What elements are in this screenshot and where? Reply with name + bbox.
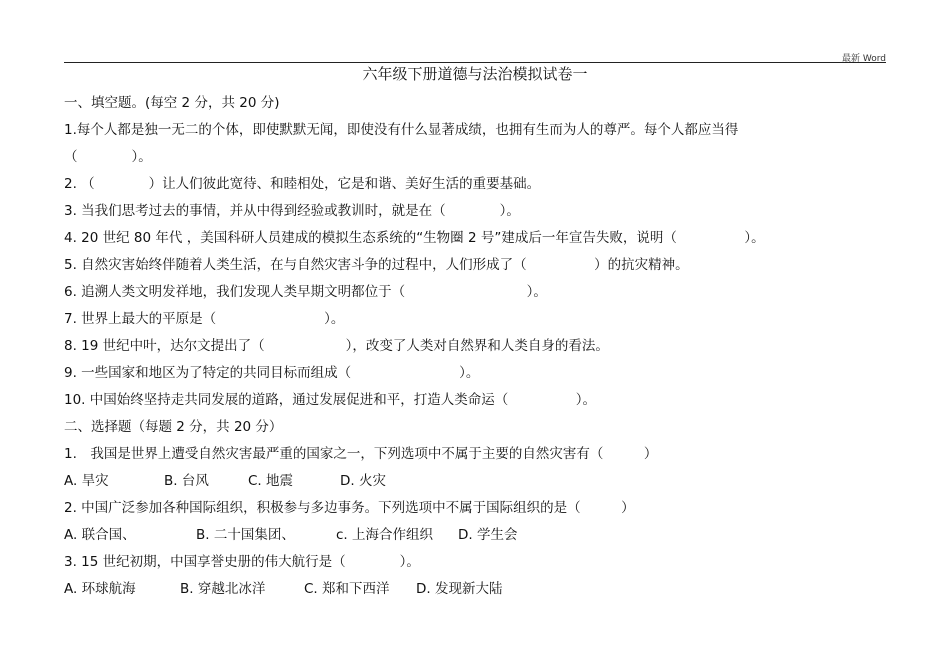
fill-blank-q6: 6. 追溯人类文明发祥地，我们发现人类早期文明都位于（ ）。 bbox=[64, 284, 547, 300]
choice-q3-option-d: D. 发现新大陆 bbox=[416, 581, 503, 597]
fill-blank-q4: 4. 20 世纪 80 年代 ，美国科研人员建成的模拟生态系统的“生物圈 2 号”建成后一年宣告失败，说明（ ）。 bbox=[64, 230, 765, 246]
section-heading-fill-blank: 一、填空题。(每空 2 分，共 20 分) bbox=[64, 95, 280, 111]
choice-q2-option-d: D. 学生会 bbox=[458, 527, 518, 543]
fill-blank-q2: 2. （ ）让人们彼此宽待、和睦相处，它是和谐、美好生活的重要基础。 bbox=[64, 176, 541, 192]
fill-blank-q10: 10. 中国始终坚持走共同发展的道路，通过发展促进和平，打造人类命运（ ）。 bbox=[64, 392, 597, 408]
choice-q3-option-b: B. 穿越北冰洋 bbox=[180, 581, 266, 597]
choice-q1-option-b: B. 台风 bbox=[164, 473, 209, 489]
choice-q2-option-c: c. 上海合作组织 bbox=[336, 527, 434, 543]
fill-blank-q1-line2: （ ）。 bbox=[64, 149, 152, 165]
header-tag: 最新 Word bbox=[842, 54, 886, 64]
fill-blank-q8: 8. 19 世纪中叶，达尔文提出了（ ），改变了人类对自然界和人类自身的看法。 bbox=[64, 338, 609, 354]
choice-q1-option-d: D. 火灾 bbox=[340, 473, 386, 489]
choice-q3-options bbox=[64, 580, 502, 598]
choice-q1-options bbox=[64, 472, 386, 490]
choice-q3-option-a: A. 环球航海 bbox=[64, 581, 136, 597]
choice-q3-option-c: C. 郑和下西洋 bbox=[304, 581, 390, 597]
header-rule bbox=[64, 62, 886, 63]
choice-q2-option-a: A. 联合国、 bbox=[64, 527, 136, 543]
fill-blank-q9: 9. 一些国家和地区为了特定的共同目标而组成（ ）。 bbox=[64, 365, 480, 381]
fill-blank-q5: 5. 自然灾害始终伴随着人类生活，在与自然灾害斗争的过程中，人们形成了（ ）的抗灾精神。 bbox=[64, 257, 689, 273]
choice-q1-option-c: C. 地震 bbox=[248, 473, 294, 489]
fill-blank-q7: 7. 世界上最大的平原是（ ）。 bbox=[64, 311, 345, 327]
choice-q1-option-a: A. 旱灾 bbox=[64, 473, 109, 489]
page-title: 六年级下册道德与法治模拟试卷一 bbox=[362, 65, 588, 83]
choice-q2-options bbox=[64, 526, 517, 544]
choice-q2-stem: 2. 中国广泛参加各种国际组织，积极参与多边事务。下列选项中不属于国际组织的是（ ） bbox=[64, 500, 635, 516]
choice-q2-option-b: B. 二十国集团、 bbox=[196, 527, 295, 543]
choice-q1-stem: 1. 我国是世界上遭受自然灾害最严重的国家之一，下列选项中不属于主要的自然灾害有（ ） bbox=[64, 446, 658, 462]
fill-blank-q3: 3. 当我们思考过去的事情，并从中得到经验或教训时，就是在（ ）。 bbox=[64, 203, 520, 219]
choice-q3-stem: 3. 15 世纪初期，中国享誉史册的伟大航行是（ ）。 bbox=[64, 554, 420, 570]
section-heading-multiple-choice: 二、选择题（每题 2 分，共 20 分） bbox=[64, 419, 283, 435]
fill-blank-q1-line1: 1.每个人都是独一无二的个体，即使默默无闻，即使没有什么显著成绩，也拥有生而为人的尊严。每个人都应当得 bbox=[64, 122, 739, 138]
